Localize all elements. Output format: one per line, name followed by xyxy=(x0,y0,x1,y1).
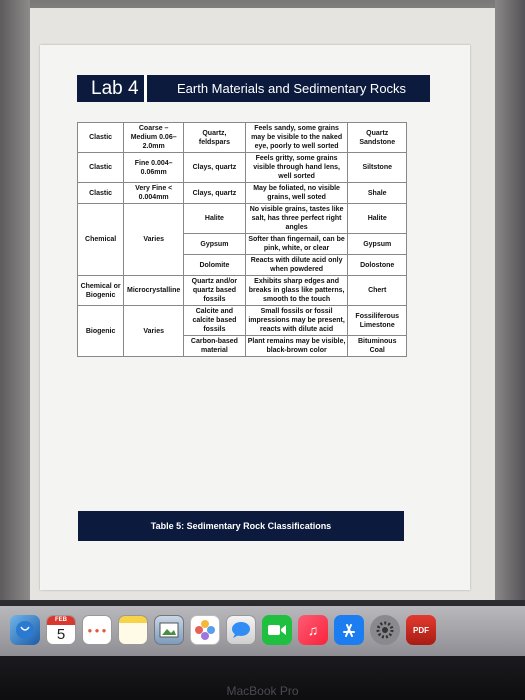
composition: Quartz, feldspars xyxy=(184,123,246,153)
music-icon[interactable]: ♫ xyxy=(298,615,328,645)
description: Reacts with dilute acid only when powdered xyxy=(245,255,348,276)
rock-category: Clastic xyxy=(78,153,124,183)
table-row xyxy=(78,183,407,204)
table-row xyxy=(78,204,407,234)
calendar-icon[interactable] xyxy=(46,615,76,645)
table-row xyxy=(78,276,407,306)
rock-category: Chemical or Biogenic xyxy=(78,276,124,306)
rock-name: Bituminous Coal xyxy=(348,336,407,357)
laptop-brand-label: MacBook Pro xyxy=(226,684,299,698)
notes-icon[interactable] xyxy=(118,615,148,645)
rock-name: Fossiliferous Limestone xyxy=(348,306,407,336)
rock-name: Halite xyxy=(348,204,407,234)
composition: Gypsum xyxy=(184,234,246,255)
rock-category: Clastic xyxy=(78,183,124,204)
description: Feels sandy, some grains may be visible to the naked eye, poorly to well sorted xyxy=(245,123,348,153)
photo-background-left xyxy=(0,0,30,600)
rock-name: Quartz Sandstone xyxy=(348,123,407,153)
rock-name: Chert xyxy=(348,276,407,306)
description: Exhibits sharp edges and breaks in glass like patterns, smooth to the touch xyxy=(245,276,348,306)
rock-category: Clastic xyxy=(78,123,124,153)
rock-category: Biogenic xyxy=(78,306,124,357)
composition: Clays, quartz xyxy=(184,153,246,183)
rock-name: Gypsum xyxy=(348,234,407,255)
grain-size: Varies xyxy=(124,306,184,357)
preview-icon[interactable] xyxy=(154,615,184,645)
lab-header xyxy=(77,75,430,102)
finder-icon[interactable] xyxy=(10,615,40,645)
photos-icon[interactable] xyxy=(190,615,220,645)
pdf-icon[interactable]: PDF xyxy=(406,615,436,645)
description: May be foliated, no visible grains, well soted xyxy=(245,183,348,204)
composition: Dolomite xyxy=(184,255,246,276)
reminders-icon[interactable]: ● ● ● xyxy=(82,615,112,645)
table-row xyxy=(78,306,407,336)
lab-number: Lab 4 xyxy=(85,75,147,102)
rock-name: Dolostone xyxy=(348,255,407,276)
description: Softer than fingernail, can be pink, white, or clear xyxy=(245,234,348,255)
grain-size: Microcrystalline xyxy=(124,276,184,306)
grain-size: Coarse – Medium 0.06–2.0mm xyxy=(124,123,184,153)
calendar-month: FEB xyxy=(47,616,75,625)
description: Plant remains may be visible, black-brown color xyxy=(245,336,348,357)
grain-size: Very Fine < 0.004mm xyxy=(124,183,184,204)
system-preferences-icon[interactable] xyxy=(370,615,400,645)
rock-name: Shale xyxy=(348,183,407,204)
messages-icon[interactable] xyxy=(226,615,256,645)
rock-name: Siltstone xyxy=(348,153,407,183)
grain-size: Fine 0.004–0.06mm xyxy=(124,153,184,183)
app-store-icon[interactable] xyxy=(334,615,364,645)
description: Feels gritty, some grains visible through hand lens, well sorted xyxy=(245,153,348,183)
table-row xyxy=(78,153,407,183)
facetime-icon[interactable] xyxy=(262,615,292,645)
grain-size: Varies xyxy=(124,204,184,276)
table-caption: Table 5: Sedimentary Rock Classifications xyxy=(78,511,404,541)
composition: Clays, quartz xyxy=(184,183,246,204)
composition: Quartz and/or quartz based fossils xyxy=(184,276,246,306)
calendar-day: 5 xyxy=(56,626,66,643)
sedimentary-rock-table xyxy=(77,122,407,357)
composition: Halite xyxy=(184,204,246,234)
lab-title: Earth Materials and Sedimentary Rocks xyxy=(177,81,407,96)
description: Small fossils or fossil impressions may be present, reacts with dilute acid xyxy=(245,306,348,336)
composition: Carbon-based material xyxy=(184,336,246,357)
rock-category: Chemical xyxy=(78,204,124,276)
composition: Calcite and calcite based fossils xyxy=(184,306,246,336)
description: No visible grains, tastes like salt, has three perfect right angles xyxy=(245,204,348,234)
photo-background-right xyxy=(495,0,525,600)
table-row xyxy=(78,123,407,153)
